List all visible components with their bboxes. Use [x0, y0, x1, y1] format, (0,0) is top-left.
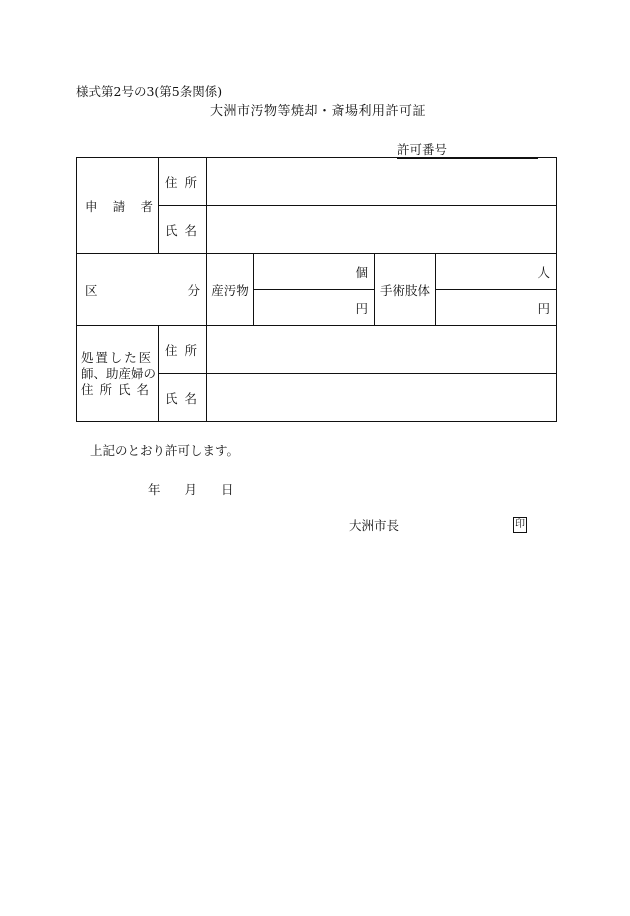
- doctor-name-label: 氏 名: [159, 374, 207, 422]
- surgical-label: 手術肢体: [375, 254, 436, 326]
- person-unit: 人: [537, 264, 550, 280]
- count-unit: 個: [355, 264, 368, 280]
- doctor-address-label: 住 所: [159, 326, 207, 374]
- surgical-count-field[interactable]: [436, 254, 557, 290]
- date-year: 年: [148, 482, 161, 497]
- applicant-name-label: 氏 名: [159, 206, 207, 254]
- doctor-name-field[interactable]: [207, 374, 557, 422]
- seal-mark: 印: [513, 517, 527, 533]
- afterbirth-fee-field[interactable]: [254, 290, 375, 326]
- applicant-label: 申 請 者: [77, 158, 159, 254]
- yen-unit: 円: [355, 300, 368, 316]
- afterbirth-label: 産汚物: [207, 254, 254, 326]
- doctor-label: 処置した医 師、助産婦の 住所氏名: [77, 326, 159, 422]
- applicant-address-label: 住 所: [159, 158, 207, 206]
- approval-statement: 上記のとおり許可します。: [90, 443, 240, 458]
- yen-unit: 円: [537, 300, 550, 316]
- form-reference: 様式第2号の3(第5条関係): [76, 84, 223, 99]
- applicant-address-field[interactable]: [207, 158, 557, 206]
- date-month: 月: [184, 482, 198, 497]
- permit-table: [76, 157, 557, 422]
- permit-number-label: 許可番号: [397, 142, 448, 157]
- document-title: 大洲市汚物等焼却・斎場利用許可証: [210, 104, 427, 119]
- date-line: [148, 484, 258, 497]
- applicant-name-field[interactable]: [207, 206, 557, 254]
- date-day: 日: [221, 482, 234, 497]
- mayor-signature-label: 大洲市長: [349, 518, 400, 533]
- doctor-address-field[interactable]: [207, 326, 557, 374]
- surgical-fee-field[interactable]: [436, 290, 557, 326]
- category-label: 区 分: [77, 254, 207, 326]
- afterbirth-count-field[interactable]: [254, 254, 375, 290]
